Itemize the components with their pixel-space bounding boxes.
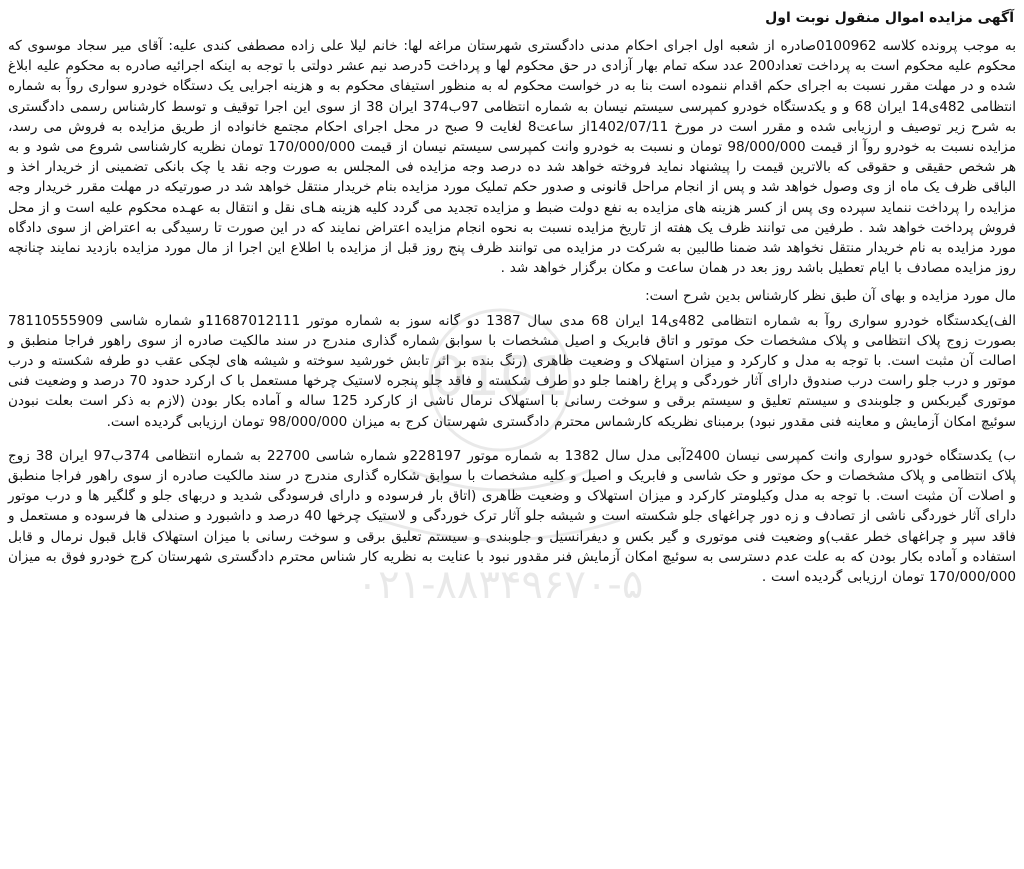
item-b-paragraph: ب) یکدستگاه خودرو سواری وانت کمپرسی نیسان 2400آبی مدل سال 1382 به شماره موتور 228197و شماره شاسی 22700 به شماره انتظامی 374ب97 ایران 38 زوج پلاک انتظامی و پلاک مشخصات و حک موتور و حک شاسی و فابریک و اصیل و کلیه مشخصات با سوابق شکاره گذاری مندرج در سند مالکیت صادره از سوی راهور فراجا منطبق و اصلات آن مثبت است. با توجه به مدل وکیلومتر کارکرد و میزان استهلاک و وضعیت ظاهری (اتاق بار فرسوده و دارای فرسودگی شدید و دربهای جلو و گلگیر ها و درب موتور دارای آثار خوردگی ناشی از تصادف و زه دور چراغهای جلو شکسته است و شیشه جلو آثار ترک خوردگی و لاستیک چرخها 40 درصد و داشبورد و صندلی ها فرسوده و مستعمل و فاقد سپر و چراغهای خطر عقب)و وضعیت فنی موتوری و گیر بکس و دیفرانسیل و جلوبندی و سیستم تعلیق برقی و سوخت رسانی با میزان استهلاک قابل قبول نرمال و قابل استفاده و آماده بکار بودن که به علت عدم دسترسی به سوئیچ امکان آزمایش فنر مقدور نبود با عنایت به نظریه کار شناس محترم دادگستری شهرستان کرج خودرو فوق به میزان 170/000/000 تومان ارزیابی گردیده است . [8,447,1017,586]
item-a-paragraph: الف)یکدستگاه خودرو سواری روآ به شماره انتظامی 482ی14 ایران 68 مدی سال 1387 دو گانه سوز به شماره موتور 11687012111و شماره شاسی 78110555909 بصورت زوج پلاک انتظامی و پلاک مشخصات حک موتور و اتاق فابریک و اصیل مشخصات با سوابق شماره گذاری مندرج در سند مالکیت صادره از سوی راهور فراجا منطبق و اصالت آن مثبت است. با توجه به مدل و کارکرد و میزان استهلاک و وضعیت ظاهری (رنگ بنده بر اثر تابش خورشید سوخته و شیشه های لچکی عقب دو طرفه شکسته و درب موتور و درب جلو راست درب صندوق دارای آثار خوردگی و پراغ راهنما جلو دو طرف شکسته و فاقد جلو پنجره لاستیک چرخها مستعمل با ک ارکرد حدود 70 درصد و وضعیت فنی موتوری گیربکس و جلوبندی و سیستم تعلیق و سیستم برقی و سوخت رسانی با استهلاک نرمال ناشی از کارکرد 125 ساله و آماده بکار بودن (لازم به ذکر است بعلت نبودن سوئیچ امکان آزمایش و معاینه فنی مقدور نبود) برمبنای نظریکه کارشماس محترم دادگستری شهرستان کرج به میزان 98/000/000 تومان ارزیابی گردیده است. [8,312,1016,430]
notice-main-paragraph: به موجب پرونده کلاسه 0100962صادره از شعبه اول اجرای احکام مدنی دادگستری شهرستان مراغه لها: خانم لیلا علی زاده مصطفی کندی علیه: آقای میر سجاد موسوی که محکوم علیه محکوم است به پرداخت تعداد200 عدد سکه تمام بهار آزادی در حق محکوم لها و پرداخت 5درصد نیم عشر دولتی با توجه به اینکه اجرائیه صادره به محکوم علیه ابلاغ شده و در مهلت مقرر نسبت به اجرای حکم اقدام ننموده است بنا به در خواست محکوم له به منظور استیفای محکوم به و هزینه اجرایی یک دستگاه خودرو سواری روآ به شماره انتظامی 482ی14 ایران 68 و و یکدستگاه خودرو کمپرسی سیستم نیسان به شماره انتظامی 97ب374 ایران 38 از سوی این اجرا توقیف و توسط کارشناس رسمی دادگستری به شرح زیر توصیف و ارزیابی شده و مقرر است در مورخ 1402/07/11از ساعت8 لغایت 9 صبح در محل اجرای احکام مجتمع خانواده از طریق مزایده به فروش می رسد، مزایده نسبت به خودرو روآ از قیمت 98/000/000 تومان و نسبت به خودرو وانت کمپرسی سیستم نیسان از قیمت 170/000/000 تومان نظریه کارشناسی شروع می شود و به هر شخص حقیقی و حقوقی که بالاترین قیمت را پیشنهاد نماید فروخته خواهد شد ده درصد وجه مزایده فی المجلس به صورت وجه نقد یا چک بانکی تضمینی از خریدار اخذ و الباقی ظرف یک ماه از وی وصول خواهد شد و پس از انجام مراحل قانونی و صدور حکم تملیک مورد مزایده بنام خریدار منتقل خواهد شد در صورتیکه در مهلت مقرر خریدار وجه مزایده را پرداخت ننماید سپرده وی پس از کسر هزینه های مزایده به نفع دولت ضبط و مزایده تجدید می گردد کلیه هزینه هـای نقل و انتقال به عهـده محکوم علیه است و از محل فروش پرداخت خواهد شد . طرفین می توانند ظرف یک هفته از تاریخ مزایده نسبت به نحوه انجام مزایده اعتراض نمایند که در این صورت تا رسیدگی به اعتراض از سوی دادگاه مورد مزایده به نام خریدار منتقل نخواهد شد ضمنا طالبین به شرکت در مزایده می توانند ظرف پنج روز قبل از مزایده با اطلاع این اجرا از مال مورد مزایده بازدید نمایند چنانچه روز مزایده مصادف با ایام تعطیل باشد روز بعد در همان ساعت و مکان برگزار خواهد شد . [8,38,1017,277]
document-title: آگهی مزایده اموال منقول نوبت اول [765,10,1014,26]
items-intro-paragraph: مال مورد مزایده و بهای آن طبق نظر کارشناس بدین شرح است: [645,288,1016,305]
watermark-number: 0101 [431,345,569,408]
auction-notice-document [8,6,1016,864]
watermark-phone: ۰۲۱-۸۸۳۴۹۶۷۰-۵ [356,562,644,608]
